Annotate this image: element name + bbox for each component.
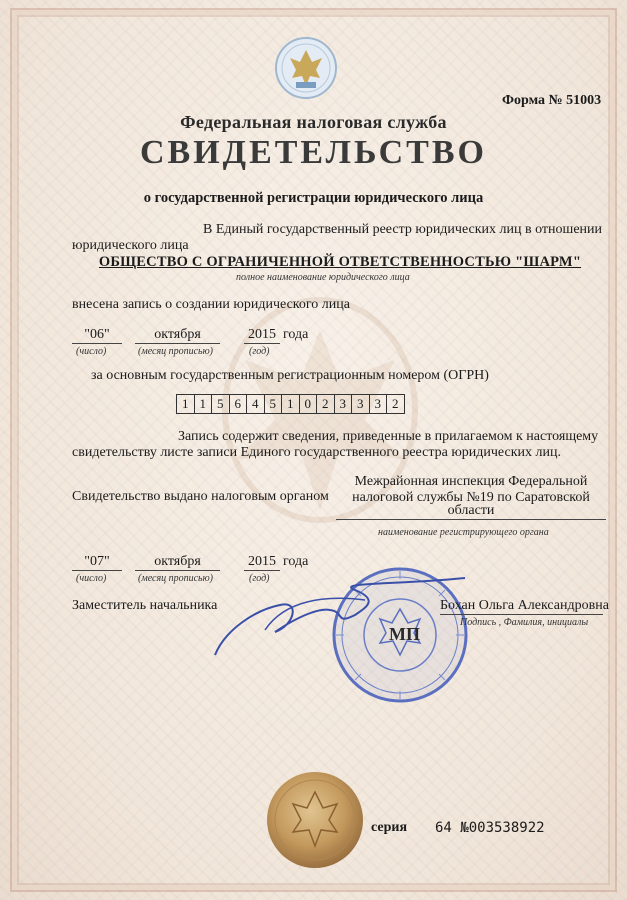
ogrn-digit: 0 — [300, 395, 318, 413]
entry-day: "06" — [72, 327, 122, 344]
issued-label: Свидетельство выдано налоговым органом — [72, 489, 329, 504]
issuer-hint: наименование регистрирующего органа — [378, 527, 549, 538]
entry-month-hint: (месяц прописью) — [138, 346, 213, 357]
intro-line-1: В Единый государственный реестр юридических лиц в отношении — [203, 222, 603, 237]
agency-name: Федеральная налоговая служба — [180, 112, 447, 132]
ogrn-digit: 1 — [282, 395, 300, 413]
ogrn-digit: 4 — [247, 395, 265, 413]
seria-value: 64 №003538922 — [435, 820, 545, 836]
issuer-line-3: области — [336, 503, 606, 520]
ogrn-digit: 2 — [392, 396, 399, 411]
entry-year-word: года — [283, 327, 309, 342]
document-title: СВИДЕТЕЛЬСТВО — [140, 134, 487, 171]
entry-month: октября — [135, 327, 220, 344]
issuer-line-1: Межрайонная инспекция Федеральной — [354, 474, 588, 489]
issue-day-hint: (число) — [76, 573, 107, 584]
gold-seal-icon — [265, 770, 365, 870]
ogrn-label: за основным государственным регистрационным номером (ОГРН) — [91, 368, 489, 383]
ogrn-digit: 1 — [195, 395, 213, 413]
fns-emblem-icon — [274, 36, 338, 100]
company-name-hint: полное наименование юридического лица — [236, 272, 410, 283]
issue-year: 2015 — [244, 554, 280, 571]
entry-year-hint: (год) — [249, 346, 270, 357]
ogrn-digit: 5 — [265, 395, 283, 413]
entry-text: внесена запись о создании юридического лица — [72, 297, 350, 312]
entry-year: 2015 — [244, 327, 280, 344]
ogrn-digit: 5 — [212, 395, 230, 413]
ogrn-digit: 3 — [335, 395, 353, 413]
record-line-2: свидетельству листе записи Единого государственного реестра юридических лиц. — [72, 445, 561, 460]
seria-label: серия — [371, 820, 408, 835]
company-name: ОБЩЕСТВО С ОГРАНИЧЕННОЙ ОТВЕТСТВЕННОСТЬЮ "ШАРМ" — [98, 254, 582, 270]
ogrn-number — [176, 394, 405, 414]
stamp-mark: МП — [389, 624, 420, 644]
issuer-line-2: налоговой службы №19 по Саратовской — [352, 490, 590, 505]
ogrn-digit: 3 — [370, 395, 388, 413]
ogrn-digit: 3 — [352, 395, 370, 413]
issue-month-hint: (месяц прописью) — [138, 573, 213, 584]
document-subtitle: о государственной регистрации юридического лица — [143, 190, 484, 206]
ogrn-digit: 1 — [177, 395, 195, 413]
issue-year-hint: (год) — [249, 573, 270, 584]
signer-hint: Подпись , Фамилия, инициалы — [460, 617, 589, 628]
signer-name: Бохан Ольга Александровна — [440, 598, 609, 613]
intro-line-2: юридического лица — [72, 238, 189, 253]
ogrn-digit: 2 — [317, 395, 335, 413]
entry-day-hint: (число) — [76, 346, 107, 357]
ogrn-digit: 6 — [230, 395, 248, 413]
record-line-1: Запись содержит сведения, приведенные в прилагаемом к настоящему — [178, 429, 599, 444]
issue-year-word: года — [283, 554, 309, 569]
form-number: Форма № 51003 — [502, 93, 602, 108]
issue-month: октября — [135, 554, 220, 571]
issue-day: "07" — [72, 554, 122, 571]
signer-position: Заместитель начальника — [72, 598, 218, 613]
